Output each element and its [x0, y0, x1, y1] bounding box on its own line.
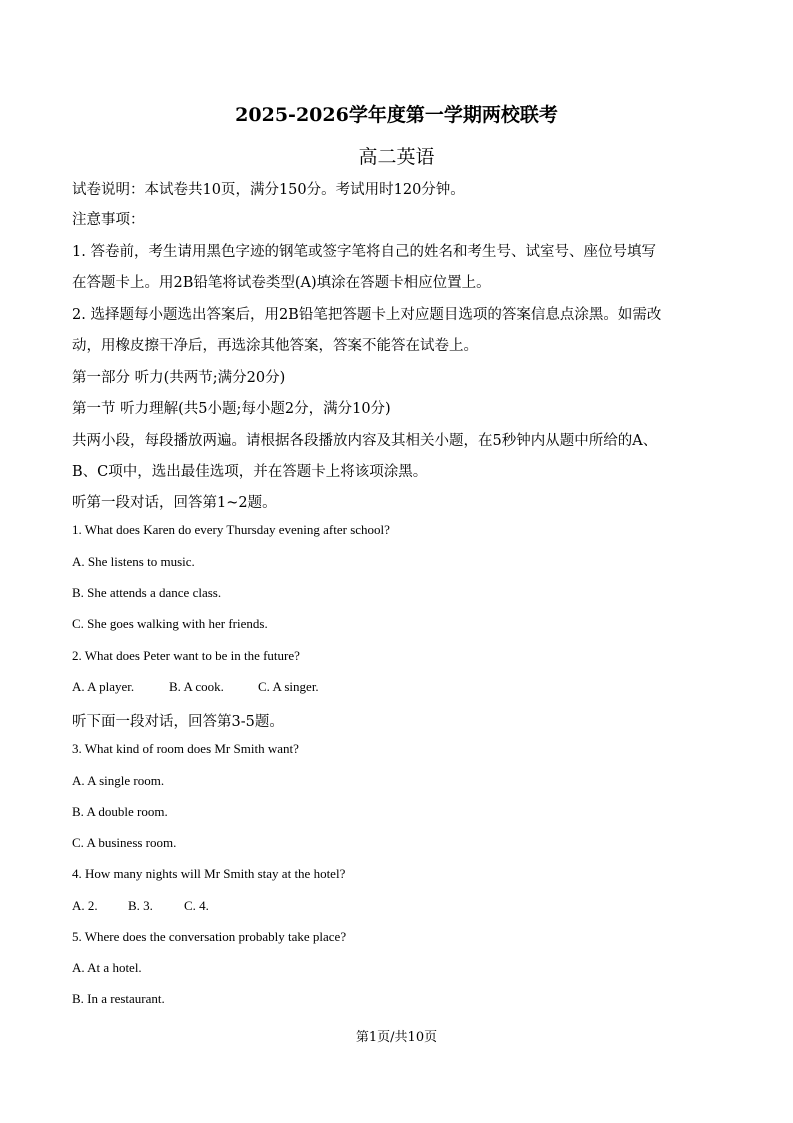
- question-5-stem: 5. Where does the conversation probably take place?: [72, 929, 347, 944]
- notice-label: 注意事项：: [72, 212, 145, 228]
- question-1-option-b: B. She attends a dance class.: [72, 585, 222, 600]
- question-4-options: [72, 898, 209, 914]
- question-1-stem: 1. What does Karen do every Thursday evening after school?: [72, 522, 390, 537]
- directions-line-2: B、C项中，选出最佳选项，并在答题卡上将该项涂黑。: [72, 464, 428, 480]
- question-3-option-a: A. A single room.: [72, 773, 165, 788]
- question-2-option-b: B. A cook.: [169, 679, 224, 694]
- section-1-heading: 第一节 听力理解(共5小题;每小题2分，满分10分): [72, 401, 391, 417]
- question-4-stem: 4. How many nights will Mr Smith stay at the hotel?: [72, 866, 346, 881]
- question-3-option-c: C. A business room.: [72, 835, 177, 850]
- question-2-stem: 2. What does Peter want to be in the future?: [72, 648, 300, 663]
- part-1-heading: 第一部分 听力(共两节;满分20分): [72, 370, 286, 386]
- dialog-2-prompt: 听下面一段对话，回答第3-5题。: [72, 714, 284, 730]
- question-2-options: [72, 679, 319, 695]
- question-1-option-a: A. She listens to music.: [72, 554, 195, 569]
- note-1-line-1: 1. 答卷前，考生请用黑色字迹的钢笔或签字笔将自己的姓名和考生号、试室号、座位号填写: [72, 244, 656, 260]
- question-3-option-b: B. A double room.: [72, 804, 168, 819]
- question-4-option-a: A. 2.: [72, 898, 98, 913]
- dialog-1-prompt: 听第一段对话，回答第1~2题。: [72, 495, 277, 511]
- note-2-line-2: 动，用橡皮擦干净后，再选涂其他答案，答案不能答在试卷上。: [72, 338, 478, 354]
- question-1-option-c: C. She goes walking with her friends.: [72, 616, 268, 631]
- page-number: 第1页/共10页: [355, 1030, 438, 1045]
- question-2-option-a: A. A player.: [72, 679, 135, 694]
- question-4-option-b: B. 3.: [128, 898, 153, 913]
- question-5-option-b: B. In a restaurant.: [72, 991, 165, 1006]
- subject-title: 高二英语: [358, 146, 435, 168]
- question-5-option-a: A. At a hotel.: [72, 960, 142, 975]
- question-3-stem: 3. What kind of room does Mr Smith want?: [72, 741, 299, 756]
- question-4-option-c: C. 4.: [184, 898, 209, 913]
- directions-line-1: 共两小段，每段播放两遍。请根据各段播放内容及其相关小题，在5秒钟内从题中所给的A、: [72, 433, 658, 449]
- note-2-line-1: 2. 选择题每小题选出答案后，用2B铅笔把答题卡上对应题目选项的答案信息点涂黑。如需改: [72, 307, 662, 323]
- note-1-line-2: 在答题卡上。用2B铅笔将试卷类型(A)填涂在答题卡相应位置上。: [72, 275, 491, 291]
- exam-note: 试卷说明：本试卷共10页，满分150分。考试用时120分钟。: [72, 182, 465, 198]
- exam-title: 2025-2026学年度第一学期两校联考: [235, 104, 558, 126]
- question-2-option-c: C. A singer.: [258, 679, 319, 694]
